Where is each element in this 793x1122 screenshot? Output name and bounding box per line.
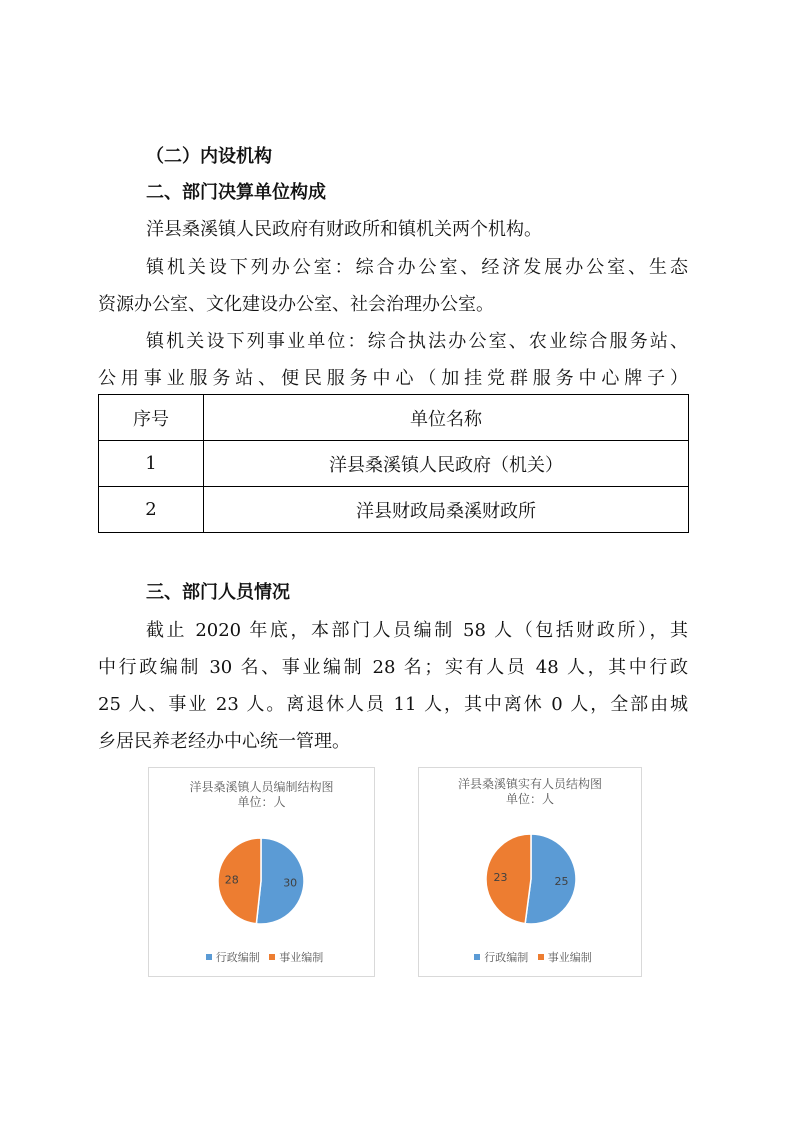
cell-unit-name: 洋县财政局桑溪财政所 — [204, 487, 689, 533]
chart-legend — [419, 949, 641, 965]
heading-section-3: 三、部门人员情况 — [146, 582, 290, 603]
header-unit-name: 单位名称 — [204, 395, 689, 441]
paragraph-line: 镇机关设下列办公室：综合办公室、经济发展办公室、生态 — [146, 257, 688, 278]
table-row — [99, 441, 689, 487]
chart-title: 洋县桑溪镇人员编制结构图 — [189, 780, 334, 794]
legend-swatch-institution — [538, 954, 544, 960]
data-label: 28 — [224, 873, 239, 887]
legend-label: 行政编制 — [215, 951, 260, 964]
legend-label: 行政编制 — [484, 951, 529, 964]
unit-table — [98, 394, 689, 533]
chart-subtitle: 单位：人 — [237, 795, 286, 809]
cell-unit-name: 洋县桑溪镇人民政府（机关） — [204, 441, 689, 487]
legend-swatch-institution — [269, 954, 275, 960]
chart-title: 洋县桑溪镇实有人员结构图 — [457, 777, 602, 791]
legend-label: 事业编制 — [279, 951, 324, 964]
chart-subtitle: 单位：人 — [505, 792, 554, 806]
legend-swatch-admin — [206, 954, 212, 960]
legend-swatch-admin — [474, 954, 480, 960]
chart-legend — [149, 949, 374, 965]
paragraph-line: 中行政编制 30 名、事业编制 28 名；实有人员 48 人，其中行政 — [98, 657, 688, 678]
pie-svg — [419, 768, 641, 976]
cell-index: 2 — [99, 487, 204, 533]
header-index: 序号 — [99, 395, 204, 441]
table-header-row — [99, 395, 689, 441]
paragraph-line: 资源办公室、文化建设办公室、社会治理办公室。 — [98, 294, 494, 315]
paragraph-line: 25 人、事业 23 人。离退休人员 11 人，其中离休 0 人，全部由城 — [98, 694, 688, 715]
data-label: 25 — [554, 875, 569, 889]
paragraph-line: 洋县桑溪镇人民政府有财政所和镇机关两个机构。 — [146, 219, 542, 240]
paragraph-line: 镇机关设下列事业单位：综合执法办公室、农业综合服务站、 — [146, 331, 688, 352]
pie-svg — [149, 768, 374, 976]
table-row — [99, 487, 689, 533]
heading-section-2: 二、部门决算单位构成 — [146, 182, 326, 203]
chart-actual-staff-structure — [418, 767, 642, 977]
data-label: 23 — [493, 870, 508, 884]
chart-staffing-structure — [148, 767, 375, 977]
paragraph-line: 截止 2020 年底，本部门人员编制 58 人（包括财政所），其 — [146, 620, 688, 641]
data-label: 30 — [283, 876, 298, 890]
paragraph-line: 乡居民养老经办中心统一管理。 — [98, 731, 350, 752]
heading-internal-structure: （二）内设机构 — [146, 146, 272, 167]
cell-index: 1 — [99, 441, 204, 487]
legend-label: 事业编制 — [547, 951, 592, 964]
paragraph-line: 公用事业服务站、便民服务中心（加挂党群服务中心牌子） — [98, 368, 688, 389]
